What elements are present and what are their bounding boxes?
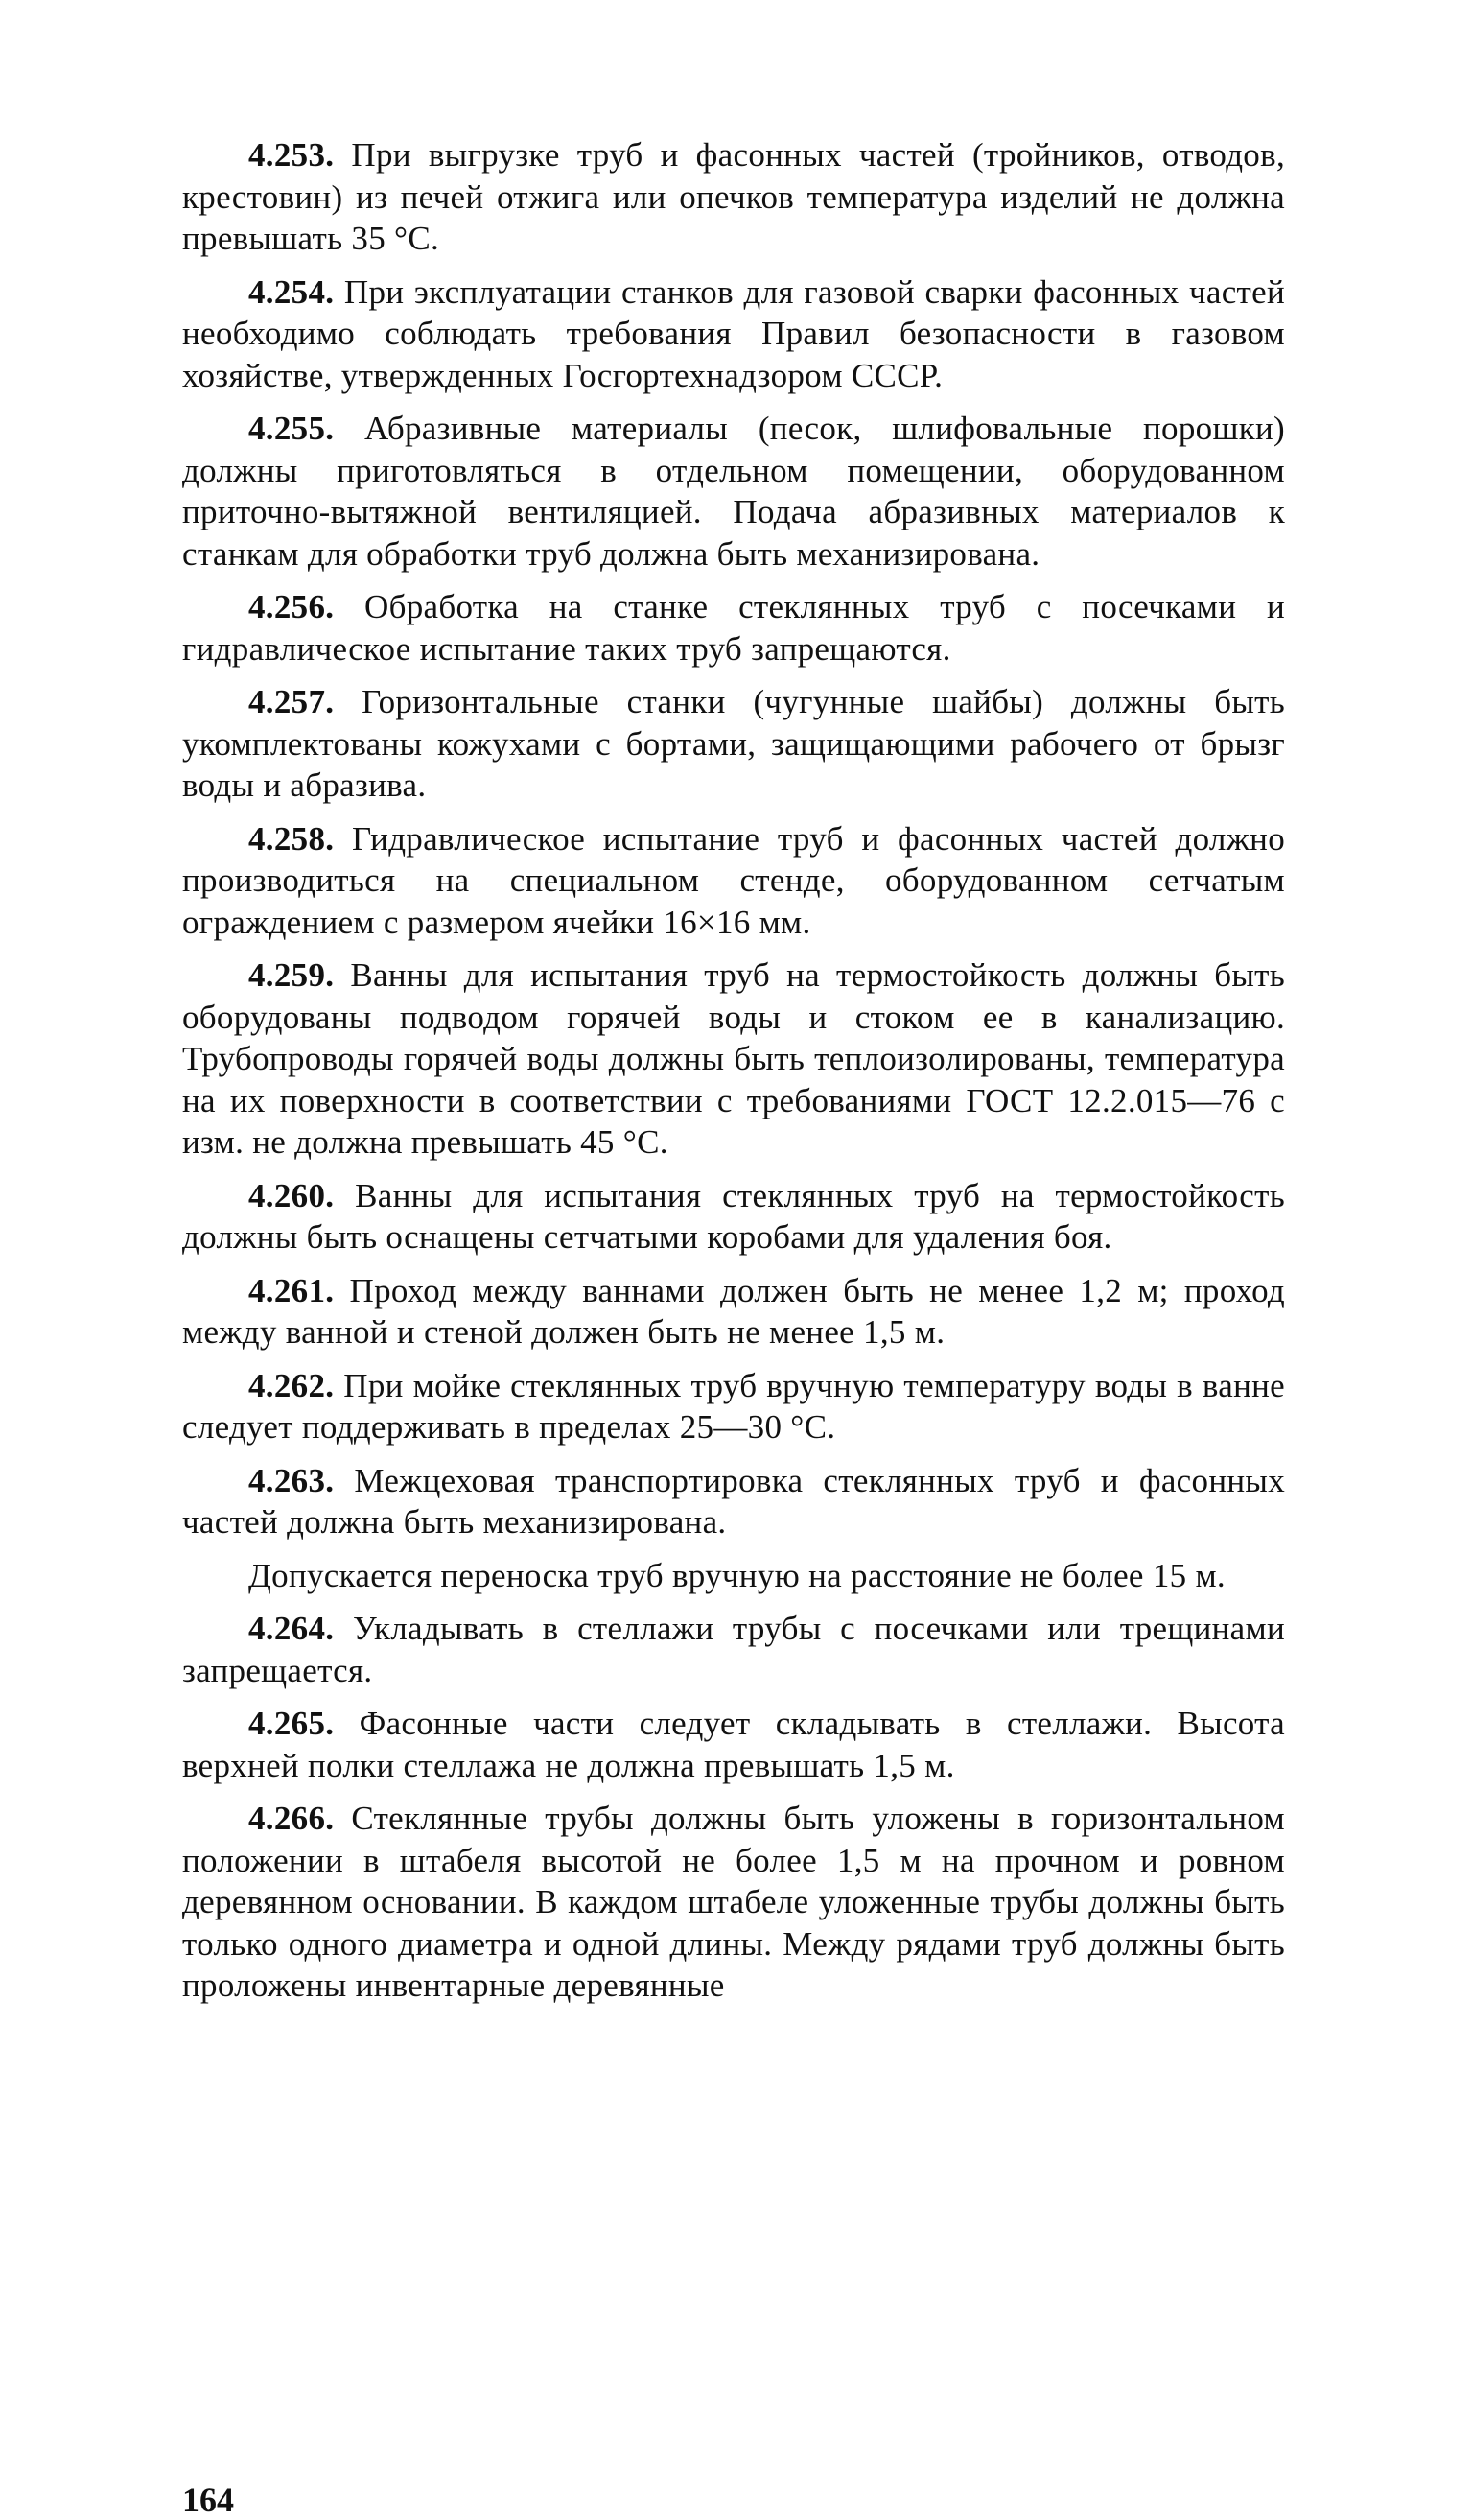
clause-number: 4.259. <box>248 956 335 994</box>
clause-text: Ванны для испытания труб на термостойкость должны быть оборудованы подводом горячей воды и стоком ее в канализацию. Трубопроводы горячей воды должны быть теплоизолированы, температура на их поверхности в соответствии с требованиями ГОСТ 12.2.015—76 с изм. не должна превышать 45 °С. <box>182 956 1285 1161</box>
clause-text: Ванны для испытания стеклянных труб на термостойкость должны быть оснащены сетчатыми коробами для удаления боя. <box>182 1176 1285 1256</box>
paragraph-4-263-note <box>182 1555 1285 1597</box>
paragraph-4-253 <box>182 134 1285 260</box>
clause-number: 4.265. <box>248 1705 335 1742</box>
clause-text: При эксплуатации станков для газовой сварки фасонных частей необходимо соблюдать требования Правил безопасности в газовом хозяйстве, утвержденных Госгортехнадзором СССР. <box>182 272 1285 394</box>
paragraph-4-262 <box>182 1365 1285 1448</box>
clause-number: 4.255. <box>248 410 335 447</box>
paragraph-4-254 <box>182 271 1285 397</box>
clause-text: Проход между ваннами должен быть не менее 1,2 м; проход между ванной и стеной должен быть не менее 1,5 м. <box>182 1271 1285 1351</box>
page-number: 164 <box>182 2481 234 2519</box>
paragraph-4-263 <box>182 1460 1285 1543</box>
paragraph-4-257 <box>182 681 1285 807</box>
paragraph-4-261 <box>182 1270 1285 1354</box>
clause-number: 4.261. <box>248 1271 335 1309</box>
paragraph-4-260 <box>182 1175 1285 1259</box>
clause-number: 4.264. <box>248 1610 335 1647</box>
paragraph-4-259 <box>182 954 1285 1164</box>
clause-number: 4.260. <box>248 1176 335 1214</box>
paragraph-4-256 <box>182 586 1285 670</box>
clause-text: Обработка на станке стеклянных труб с посечками и гидравлическое испытание таких труб запрещаются. <box>182 588 1285 668</box>
paragraph-4-265 <box>182 1703 1285 1786</box>
paragraph-4-264 <box>182 1608 1285 1691</box>
clause-number: 4.253. <box>248 136 335 174</box>
clause-text: Фасонные части следует складывать в стеллажи. Высота верхней полки стеллажа не должна превышать 1,5 м. <box>182 1705 1285 1784</box>
clause-text: Межцеховая транспортировка стеклянных труб и фасонных частей должна быть механизирована. <box>182 1461 1285 1541</box>
clause-text: Допускается переноска труб вручную на расстояние не более 15 м. <box>248 1556 1226 1594</box>
clause-text: Горизонтальные станки (чугунные шайбы) должны быть укомплектованы кожухами с бортами, защищающими рабочего от брызг воды и абразива. <box>182 683 1285 804</box>
clause-number: 4.266. <box>248 1800 335 1837</box>
clause-text: Гидравлическое испытание труб и фасонных частей должно производиться на специальном стенде, оборудованном сетчатым ограждением с размером ячейки 16×16 мм. <box>182 819 1285 941</box>
clause-number: 4.262. <box>248 1366 335 1404</box>
clause-number: 4.257. <box>248 683 335 720</box>
clause-number: 4.254. <box>248 272 335 311</box>
paragraph-4-258 <box>182 818 1285 944</box>
clause-text: Абразивные материалы (песок, шлифовальные порошки) должны приготовляться в отдельном помещении, оборудованном приточно-вытяжной вентиляцией. Подача абразивных материалов к станкам для обработки труб должна быть механизирована. <box>182 410 1285 573</box>
clause-text: При мойке стеклянных труб вручную температуру воды в ванне следует поддерживать в пределах 25—30 °С. <box>182 1366 1285 1446</box>
page-body <box>182 134 1285 2018</box>
paragraph-4-266 <box>182 1798 1285 2007</box>
paragraph-4-255 <box>182 408 1285 575</box>
clause-number: 4.256. <box>248 588 335 625</box>
clause-text: Стеклянные трубы должны быть уложены в горизонтальном положении в штабеля высотой не более 1,5 м на прочном и ровном деревянном основании. В каждом штабеле уложенные трубы должны быть только одного диаметра и одной длины. Между рядами труб должны быть проложены инвентарные деревянные <box>182 1800 1285 2004</box>
clause-text: Укладывать в стеллажи трубы с посечками или трещинами запрещается. <box>182 1610 1285 1689</box>
clause-text: При выгрузке труб и фасонных частей (тройников, отводов, крестовин) из печей отжига или опечков температура изделий не должна превышать 35 °С. <box>182 136 1285 257</box>
clause-number: 4.258. <box>248 819 335 858</box>
clause-number: 4.263. <box>248 1461 335 1499</box>
